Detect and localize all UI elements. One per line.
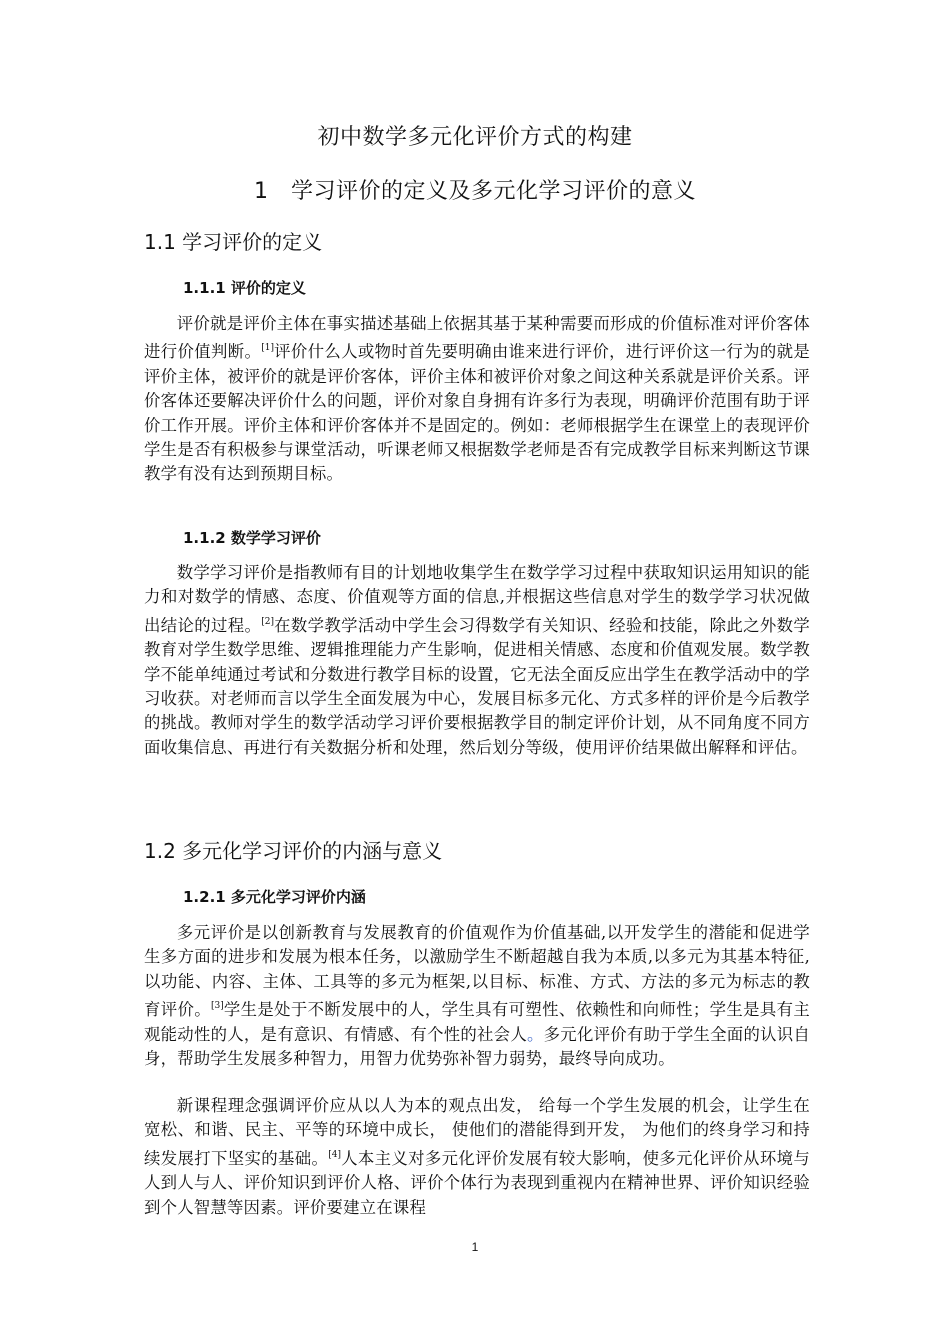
subsection-heading-1-2-1: 1.2.1 多元化学习评价内涵	[183, 888, 366, 906]
subsection-heading-1-1-2: 1.1.2 数学学习评价	[183, 529, 321, 547]
page-number: 1	[471, 1240, 479, 1254]
paragraph-evaluation-definition	[144, 312, 810, 487]
paragraph-text: 在数学教学活动中学生会习得数学有关知识、经验和技能，除此之外数学教育对学生数学思维、逻辑推理能力产生影响，促进相关情感、态度和价值观发展。数学教学不能单纯通过考试和分数进行教学目标的设置，它无法全面反应出学生在教学活动中的学习收获。对老师而言以学生全面发展为中心，发展目标多元化、方式多样的评价是今后教学的挑战。教师对学生的数学活动学习评价要根据教学目的制定评价计划，从不同角度不同方面收集信息、再进行有关数据分析和处理，然后划分等级，使用评价结果做出解释和评估。	[144, 615, 810, 757]
paragraph-text: 多元评价是以创新教育与发展教育的价值观作为价值基础,以开发学生的潜能和促进学生多方面的进步和发展为根本任务，以激励学生不断超越自我为本质,以多元为其基本特征,以功能、内容、主体、工具等的多元为框架,以目标、标准、方式、方法的多元为标志的教育评价。	[144, 923, 810, 1020]
section-heading-1-1: 1.1 学习评价的定义	[144, 230, 323, 254]
subsection-heading-1-1-1: 1.1.1 评价的定义	[183, 279, 306, 297]
citation-ref-1: [1]	[261, 343, 274, 354]
paragraph-text: 人本主义对多元化评价发展有较大影响，使多元化评价从环境与人到人与人、评价知识到评价人格、评价个体行为表现到重视内在精神世界、评价知识经验到个人智慧等因素。评价要建立在课程	[144, 1148, 810, 1217]
document-title: 初中数学多元化评价方式的构建	[317, 125, 633, 150]
highlighted-punctuation: 。	[526, 1024, 544, 1044]
paragraph-text: 学生是处于不断发展中的人，学生具有可塑性、依赖性和向师性；学生是具有主观能动性的人，是有意识、有情感、有个性的社会人	[144, 1000, 810, 1044]
paragraph-text: 数学学习评价是指教师有目的计划地收集学生在数学学习过程中获取知识运用知识的能力和对数学的情感、态度、价值观等方面的信息,并根据这些信息对学生的数学学习状况做出结论的过程。	[144, 563, 810, 635]
paragraph-diversified-evaluation	[144, 921, 810, 1071]
paragraph-text: 评价就是评价主体在事实描述基础上依据其基于某种需要而形成的价值标准对评价客体进行价值判断。	[144, 314, 810, 362]
paragraph-text: 评价什么人或物时首先要明确由谁来进行评价，进行评价这一行为的就是评价主体，被评价的就是评价客体，评价主体和被评价对象之间这种关系就是评价关系。评价客体还要解决评价什么的问题，评价对象自身拥有许多行为表现，明确评价范围有助于评价工作开展。评价主体和评价客体并不是固定的。例如：老师根据学生在课堂上的表现评价学生是否有积极参与课堂活动，听课老师又根据数学老师是否有完成教学目标来判断这节课教学有没有达到预期目标。	[144, 342, 810, 484]
paragraph-new-curriculum	[144, 1094, 810, 1220]
citation-ref-3: [3]	[211, 1001, 224, 1012]
chapter-heading: 1 学习评价的定义及多元化学习评价的意义	[254, 179, 696, 204]
paragraph-text: 新课程理念强调评价应从以人为本的观点出发， 给每一个学生发展的机会，让学生在宽松、和谐、民主、平等的环境中成长， 使他们的潜能得到开发， 为他们的终身学习和持续发展打下坚实的基础。	[144, 1096, 810, 1168]
citation-ref-2: [2]	[261, 616, 274, 627]
paragraph-text: 多元化评价有助于学生全面的认识自身，帮助学生发展多种智力，用智力优势弥补智力弱势，最终导向成功。	[144, 1024, 810, 1069]
paragraph-math-evaluation	[144, 561, 810, 760]
citation-ref-4: [4]	[328, 1149, 341, 1160]
section-heading-1-2: 1.2 多元化学习评价的内涵与意义	[144, 839, 443, 863]
